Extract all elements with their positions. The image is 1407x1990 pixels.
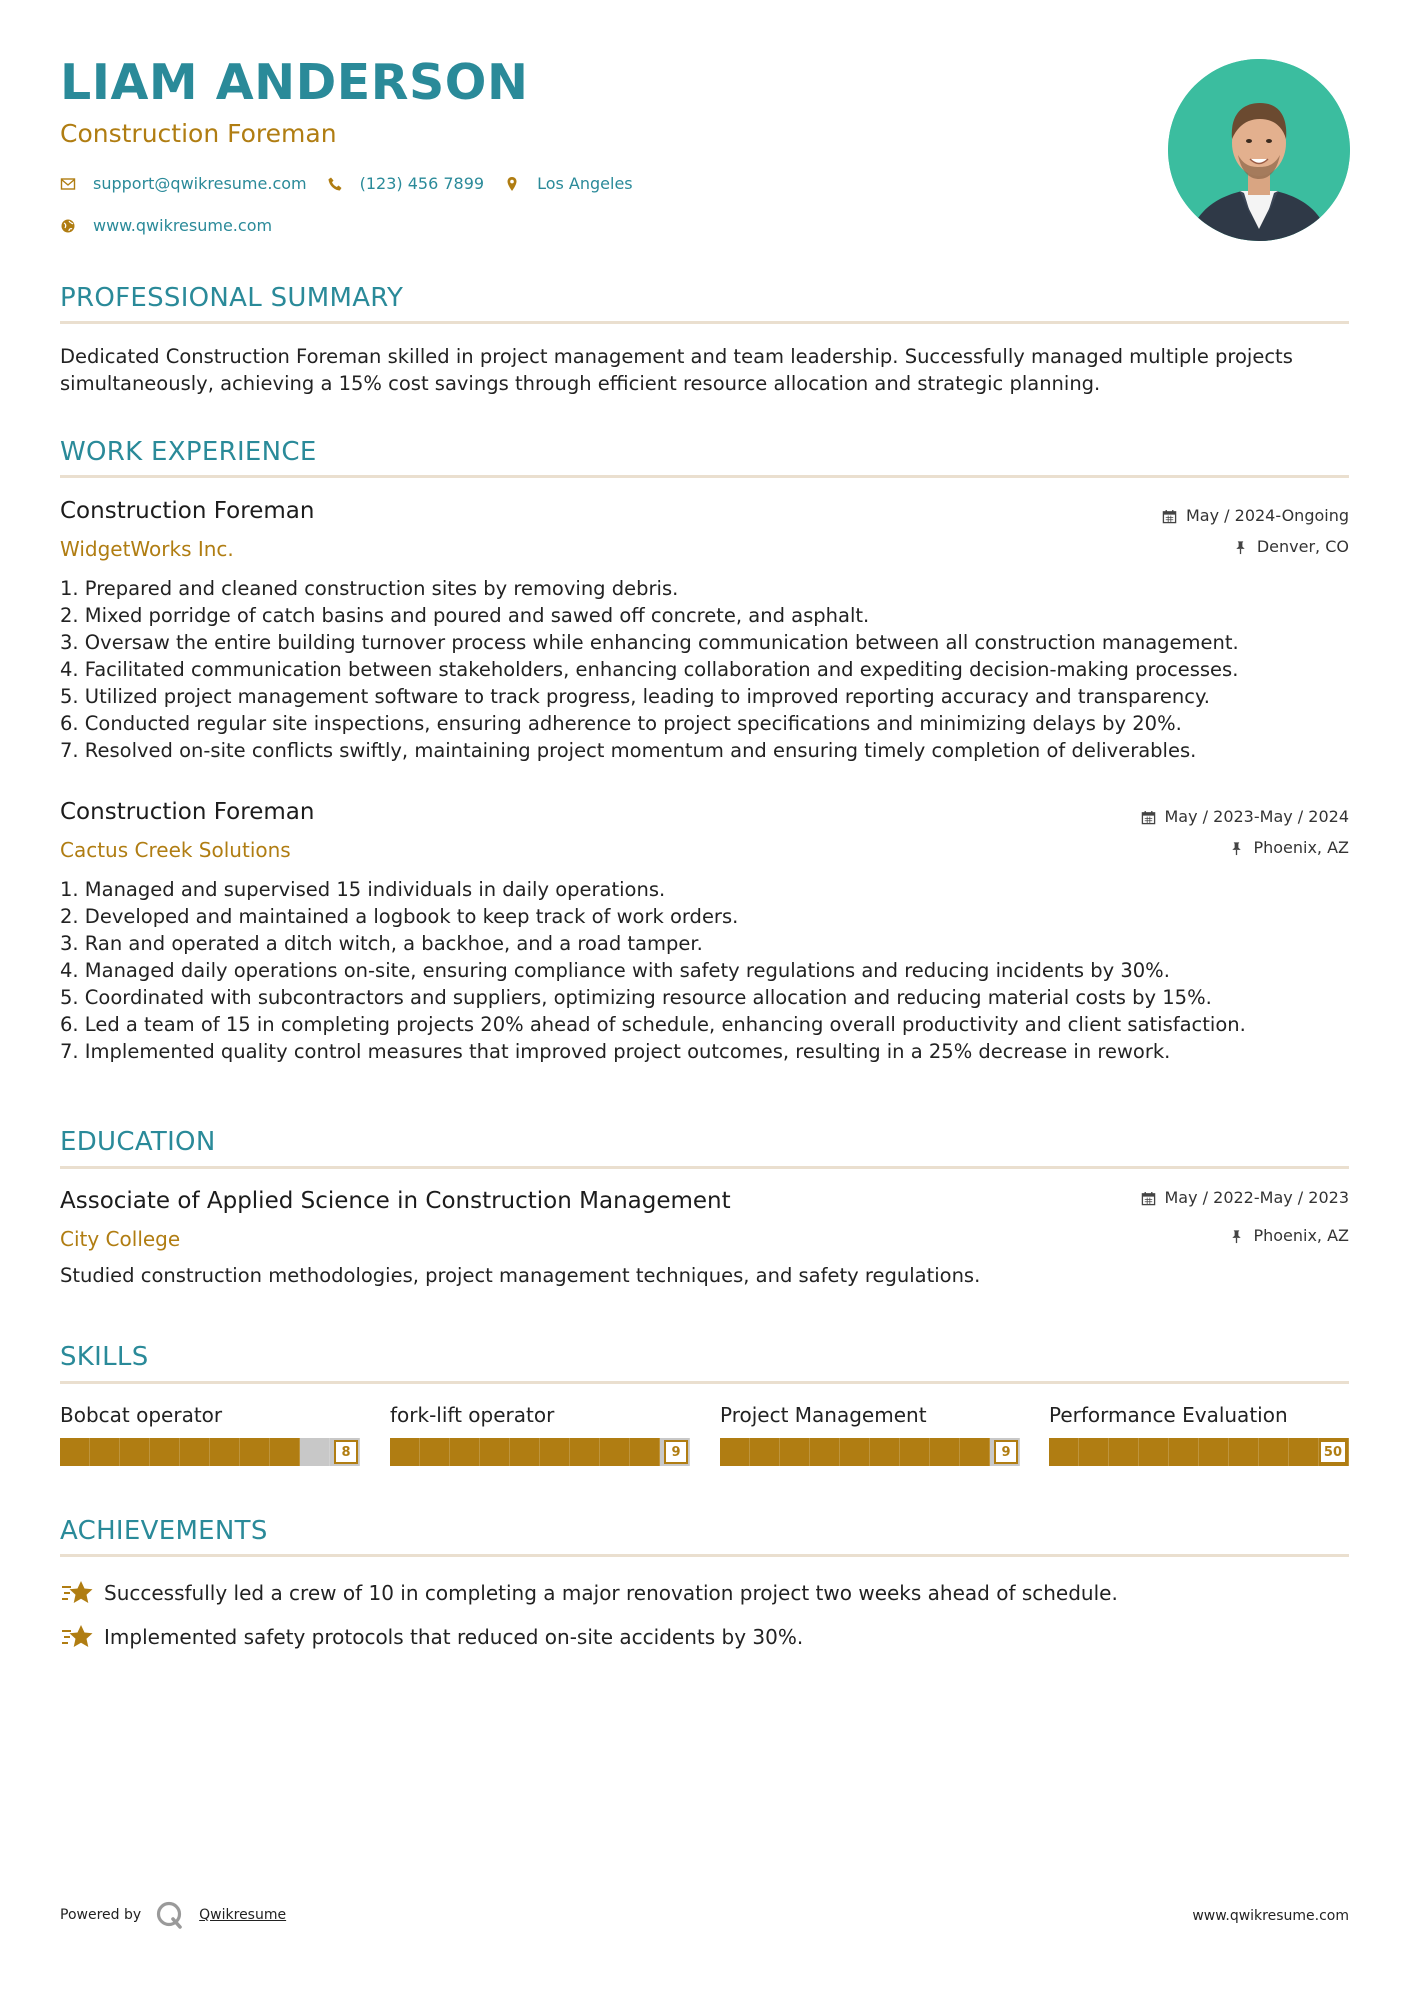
education-description: Studied construction methodologies, project management techniques, and safety regulations. bbox=[60, 1264, 981, 1287]
pushpin-icon bbox=[1229, 841, 1244, 856]
achievement-text: Implemented safety protocols that reduced on-site accidents by 30%. bbox=[104, 1625, 804, 1649]
education-location-text: Phoenix, AZ bbox=[1253, 1226, 1349, 1245]
skill-name: Performance Evaluation bbox=[1049, 1403, 1288, 1427]
skill-item bbox=[60, 1405, 360, 1466]
list-item: 3. Ran and operated a ditch witch, a backhoe, and a road tamper. bbox=[60, 932, 703, 955]
job-dates-text: May / 2024-Ongoing bbox=[1186, 506, 1349, 525]
qwikresume-link[interactable]: Qwikresume bbox=[199, 1907, 287, 1923]
achievement-text: Successfully led a crew of 10 in completing a major renovation project two weeks ahead of schedule. bbox=[104, 1581, 1118, 1605]
section-divider bbox=[60, 1554, 1349, 1557]
powered-by-label: Powered by bbox=[60, 1907, 142, 1923]
contact-row-website bbox=[60, 218, 292, 234]
list-item: 4. Managed daily operations on-site, ensuring compliance with safety regulations and reducing incidents by 30%. bbox=[60, 959, 1170, 982]
job-dates bbox=[1141, 809, 1350, 825]
section-divider bbox=[60, 1381, 1349, 1384]
skill-level-badge: 8 bbox=[334, 1440, 358, 1464]
skill-ticks bbox=[1049, 1438, 1349, 1466]
education-location bbox=[1229, 1228, 1349, 1244]
calendar-icon bbox=[1162, 509, 1177, 524]
job-title: Construction Foreman bbox=[60, 498, 315, 524]
list-item: 6. Led a team of 15 in completing projects 20% ahead of schedule, enhancing overall productivity and client satisfaction. bbox=[60, 1013, 1246, 1036]
skill-item bbox=[720, 1405, 1020, 1466]
calendar-icon bbox=[1141, 1191, 1156, 1206]
job-dates bbox=[1162, 508, 1349, 524]
summary-text: Dedicated Construction Foreman skilled in project management and team leadership. Successfully managed multiple projects simultaneously, achieving a 15% cost savings through efficient resource allocation and strategic planning. bbox=[60, 345, 1293, 395]
job-bullets bbox=[60, 876, 1349, 1065]
achievements-heading: ACHIEVEMENTS bbox=[60, 1516, 268, 1546]
website-text: www.qwikresume.com bbox=[93, 216, 273, 235]
list-item: 5. Coordinated with subcontractors and suppliers, optimizing resource allocation and reducing material costs by 15%. bbox=[60, 986, 1212, 1009]
skill-bar bbox=[1049, 1438, 1349, 1466]
education-heading: EDUCATION bbox=[60, 1127, 216, 1157]
avatar bbox=[1168, 59, 1350, 241]
contact-location bbox=[504, 176, 633, 192]
list-item: 2. Developed and maintained a logbook to keep track of work orders. bbox=[60, 905, 739, 928]
star-award-icon bbox=[60, 1622, 94, 1652]
degree-title: Associate of Applied Science in Construction Management bbox=[60, 1188, 731, 1214]
skill-ticks bbox=[60, 1438, 360, 1466]
qwikresume-logo-icon bbox=[155, 1900, 185, 1930]
job-company: WidgetWorks Inc. bbox=[60, 537, 234, 561]
contact-phone[interactable] bbox=[327, 176, 484, 192]
star-award-icon bbox=[60, 1578, 94, 1608]
list-item: 7. Implemented quality control measures that improved project outcomes, resulting in a 25% decrease in rework. bbox=[60, 1040, 1171, 1063]
candidate-title: Construction Foreman bbox=[60, 119, 337, 148]
location-text: Los Angeles bbox=[537, 174, 633, 193]
profile-photo bbox=[1168, 59, 1350, 241]
skill-name: Bobcat operator bbox=[60, 1403, 223, 1427]
skill-name: fork-lift operator bbox=[390, 1403, 555, 1427]
job-dates-text: May / 2023-May / 2024 bbox=[1164, 807, 1349, 826]
section-divider bbox=[60, 475, 1349, 478]
section-divider bbox=[60, 321, 1349, 324]
envelope-icon bbox=[60, 176, 76, 192]
skill-bar bbox=[60, 1438, 360, 1466]
education-dates bbox=[1141, 1190, 1350, 1206]
list-item: 1. Prepared and cleaned construction sites by removing debris. bbox=[60, 577, 679, 600]
experience-heading: WORK EXPERIENCE bbox=[60, 437, 317, 467]
email-text: support@qwikresume.com bbox=[93, 174, 307, 193]
globe-icon bbox=[60, 218, 76, 234]
map-pin-icon bbox=[504, 176, 520, 192]
list-item: 3. Oversaw the entire building turnover process while enhancing communication between all construction management. bbox=[60, 631, 1239, 654]
list-item: 2. Mixed porridge of catch basins and poured and sawed off concrete, and asphalt. bbox=[60, 604, 870, 627]
list-item: 1. Managed and supervised 15 individuals in daily operations. bbox=[60, 878, 666, 901]
job-location bbox=[1233, 539, 1349, 555]
skill-level-badge: 50 bbox=[1319, 1440, 1347, 1464]
phone-icon bbox=[327, 176, 343, 192]
phone-text: (123) 456 7899 bbox=[359, 174, 485, 193]
skill-level-badge: 9 bbox=[664, 1440, 688, 1464]
skill-ticks bbox=[390, 1438, 690, 1466]
achievement-item bbox=[60, 1578, 1118, 1608]
skill-level-badge: 9 bbox=[994, 1440, 1018, 1464]
list-item: 6. Conducted regular site inspections, ensuring adherence to project specifications and minimizing delays by 20%. bbox=[60, 712, 1182, 735]
section-divider bbox=[60, 1166, 1349, 1169]
education-dates-text: May / 2022-May / 2023 bbox=[1164, 1188, 1349, 1207]
list-item: 4. Facilitated communication between stakeholders, enhancing collaboration and expediting decision-making processes. bbox=[60, 658, 1239, 681]
skills-heading: SKILLS bbox=[60, 1342, 149, 1372]
footer-branding bbox=[60, 1900, 286, 1930]
candidate-name: LIAM ANDERSON bbox=[60, 54, 529, 111]
calendar-icon bbox=[1141, 810, 1156, 825]
resume-page bbox=[60, 0, 1349, 1990]
contact-website[interactable] bbox=[60, 218, 272, 234]
job-bullets bbox=[60, 575, 1349, 764]
skill-item bbox=[1049, 1405, 1349, 1466]
skill-bar bbox=[720, 1438, 1020, 1466]
job-company: Cactus Creek Solutions bbox=[60, 838, 291, 862]
skill-name: Project Management bbox=[720, 1403, 927, 1427]
skill-item bbox=[390, 1405, 690, 1466]
job-location bbox=[1229, 840, 1349, 856]
job-location-text: Denver, CO bbox=[1256, 537, 1349, 556]
list-item: 5. Utilized project management software to track progress, leading to improved reporting accuracy and transparency. bbox=[60, 685, 1210, 708]
job-title: Construction Foreman bbox=[60, 799, 315, 825]
contact-email[interactable] bbox=[60, 176, 307, 192]
job-location-text: Phoenix, AZ bbox=[1253, 838, 1349, 857]
contact-row bbox=[60, 176, 653, 192]
skill-bar bbox=[390, 1438, 690, 1466]
list-item: 7. Resolved on-site conflicts swiftly, maintaining project momentum and ensuring timely completion of deliverables. bbox=[60, 739, 1197, 762]
footer-url[interactable]: www.qwikresume.com bbox=[1192, 1908, 1349, 1924]
skill-ticks bbox=[720, 1438, 1020, 1466]
pushpin-icon bbox=[1233, 540, 1248, 555]
summary-heading: PROFESSIONAL SUMMARY bbox=[60, 283, 404, 313]
pushpin-icon bbox=[1229, 1229, 1244, 1244]
school-name: City College bbox=[60, 1227, 181, 1251]
achievement-item bbox=[60, 1622, 803, 1652]
